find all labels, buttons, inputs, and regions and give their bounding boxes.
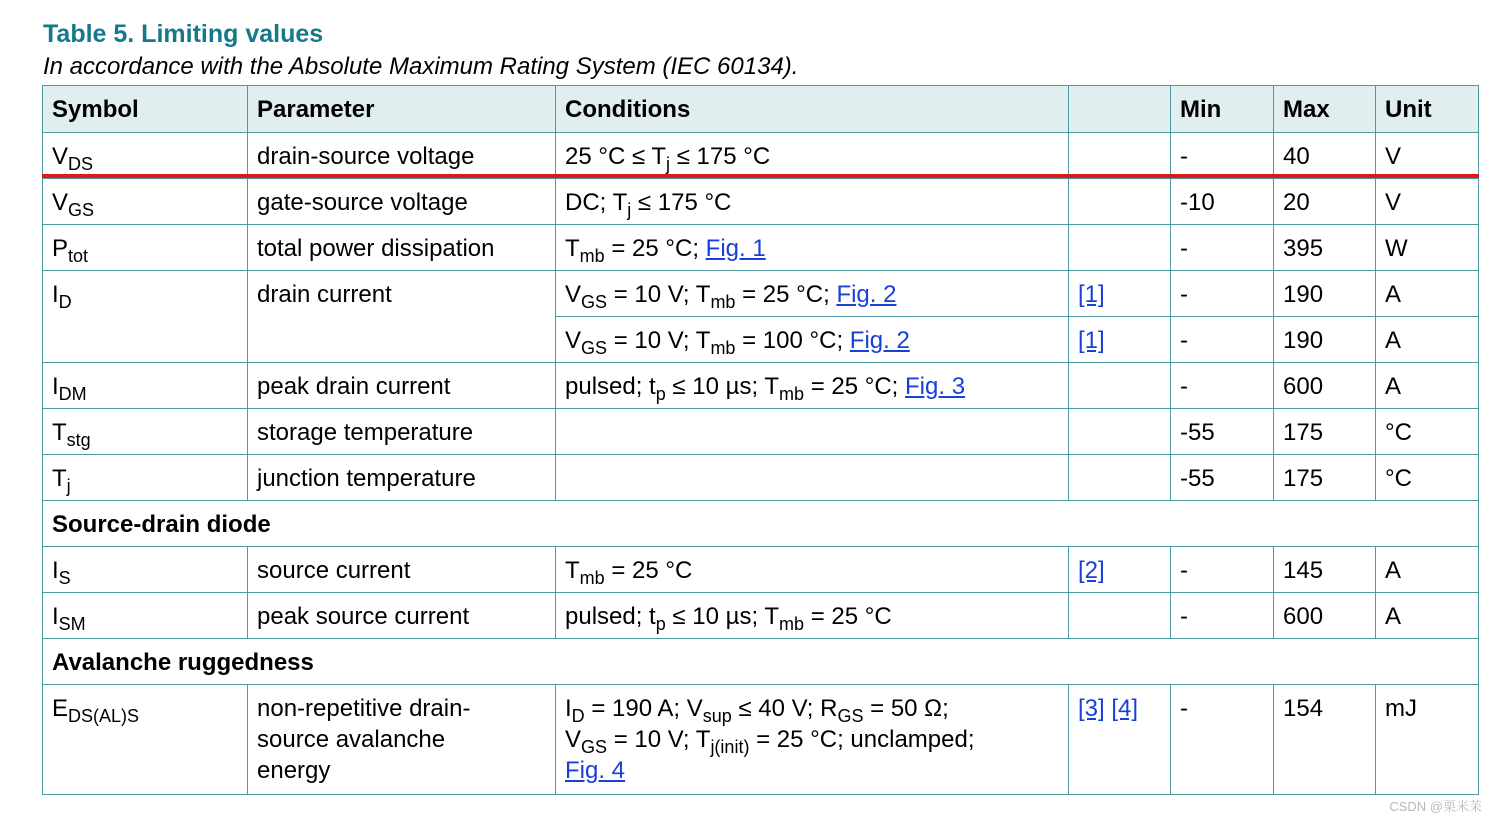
min-cell: -10 — [1171, 179, 1274, 225]
red-highlight-underline — [42, 174, 1479, 178]
symbol-cell: $P_{tot}$ — [43, 225, 248, 271]
ref-4-link[interactable]: [4] — [1111, 695, 1139, 722]
limiting-values-table — [42, 85, 1479, 795]
symbol-cell: $V_{DS}$ — [43, 133, 248, 179]
fig-1-link[interactable]: Fig. 1 — [705, 235, 766, 262]
fig-3-link[interactable]: Fig. 3 — [905, 373, 966, 400]
parameter-cell: drain current — [248, 271, 556, 363]
ref-cell — [1069, 179, 1171, 225]
ref-cell — [1069, 685, 1171, 795]
header-symbol: Symbol — [43, 86, 248, 133]
unit-cell: V — [1376, 133, 1479, 179]
table-row — [43, 225, 1479, 271]
unit-cell: A — [1376, 271, 1479, 317]
conditions-cell: $T_{mb} = 25$ °C; Fig. 1 — [556, 225, 1069, 271]
ref-cell — [1069, 317, 1171, 363]
table-row — [43, 593, 1479, 639]
parameter-cell: gate-source voltage — [248, 179, 556, 225]
table-row — [43, 455, 1479, 501]
fig-2-link[interactable]: Fig. 2 — [836, 281, 897, 308]
ref-cell — [1069, 363, 1171, 409]
min-cell: -55 — [1171, 455, 1274, 501]
symbol-cell: $I_S$ — [43, 547, 248, 593]
symbol-cell: $T_j$ — [43, 455, 248, 501]
conditions-cell: $T_{mb} = 25$ °C — [556, 547, 1069, 593]
header-ref — [1069, 86, 1171, 133]
max-cell: 395 — [1274, 225, 1376, 271]
table-subtitle: In accordance with the Absolute Maximum Rating System (IEC 60134). — [43, 53, 799, 80]
table-title: Table 5. Limiting values — [43, 20, 324, 48]
min-cell: - — [1171, 685, 1274, 795]
min-cell: -55 — [1171, 409, 1274, 455]
conditions-cell — [556, 455, 1069, 501]
unit-cell: W — [1376, 225, 1479, 271]
conditions-cell: pulsed; $t_p \le 10$ µs; $T_{mb} = 25$ °C — [556, 593, 1069, 639]
unit-cell: A — [1376, 363, 1479, 409]
conditions-line-1: $I_D = 190$ A; $V_{sup} \le 40$ V; $R_{GS} = 50$ Ω; — [565, 695, 949, 726]
unit-cell: A — [1376, 593, 1479, 639]
ref-cell — [1069, 225, 1171, 271]
conditions-cell: $V_{GS} = 10$ V; $T_{mb} = 25$ °C; Fig. 2 — [556, 271, 1069, 317]
ref-cell — [1069, 133, 1171, 179]
conditions-line-2: $V_{GS} = 10$ V; $T_{j(init)} = 25$ °C; unclamped; — [565, 726, 975, 757]
unit-cell: °C — [1376, 455, 1479, 501]
min-cell: - — [1171, 317, 1274, 363]
ref-2-link[interactable]: [2] — [1078, 557, 1105, 584]
table-row — [43, 271, 1479, 317]
parameter-cell: storage temperature — [248, 409, 556, 455]
conditions-cell: 25 $^\circ C \le T_j \le 175$ °C — [556, 133, 1069, 179]
conditions-cell — [556, 409, 1069, 455]
max-cell: 190 — [1274, 317, 1376, 363]
fig-2-link[interactable]: Fig. 2 — [849, 327, 910, 354]
symbol-cell: $E_{DS(AL)S}$ — [43, 685, 248, 795]
min-cell: - — [1171, 593, 1274, 639]
min-cell: - — [1171, 133, 1274, 179]
watermark: CSDN @栗米苿 — [1389, 799, 1482, 814]
parameter-cell: total power dissipation — [248, 225, 556, 271]
max-cell: 600 — [1274, 363, 1376, 409]
unit-cell: °C — [1376, 409, 1479, 455]
section-heading: Source-drain diode — [43, 501, 1479, 547]
fig-4-link[interactable]: Fig. 4 — [565, 757, 626, 784]
section-row — [43, 639, 1479, 685]
max-cell: 20 — [1274, 179, 1376, 225]
ref-1-link[interactable]: [1] — [1078, 281, 1105, 308]
parameter-cell: peak drain current — [248, 363, 556, 409]
min-cell: - — [1171, 363, 1274, 409]
table-row — [43, 363, 1479, 409]
max-cell: 154 — [1274, 685, 1376, 795]
section-heading: Avalanche ruggedness — [43, 639, 1479, 685]
header-row — [43, 86, 1479, 133]
ref-3-link[interactable]: [3] — [1078, 695, 1105, 722]
max-cell: 600 — [1274, 593, 1376, 639]
header-max: Max — [1274, 86, 1376, 133]
header-parameter: Parameter — [248, 86, 556, 133]
max-cell: 175 — [1274, 409, 1376, 455]
ref-cell — [1069, 409, 1171, 455]
parameter-cell: junction temperature — [248, 455, 556, 501]
ref-1-link[interactable]: [1] — [1078, 327, 1105, 354]
header-unit: Unit — [1376, 86, 1479, 133]
min-cell: - — [1171, 271, 1274, 317]
ref-cell — [1069, 593, 1171, 639]
ref-cell — [1069, 455, 1171, 501]
max-cell: 145 — [1274, 547, 1376, 593]
table-row — [43, 547, 1479, 593]
conditions-cell: $V_{GS} = 10$ V; $T_{mb} = 100$ °C; Fig. 2 — [556, 317, 1069, 363]
symbol-cell: $V_{GS}$ — [43, 179, 248, 225]
table-row — [43, 179, 1479, 225]
conditions-cell: pulsed; $t_p \le 10$ µs; $T_{mb} = 25$ °C; Fig. 3 — [556, 363, 1069, 409]
unit-cell: A — [1376, 317, 1479, 363]
unit-cell: A — [1376, 547, 1479, 593]
conditions-cell: DC; $T_j \le 175$ °C — [556, 179, 1069, 225]
symbol-cell: $T_{stg}$ — [43, 409, 248, 455]
symbol-cell: $I_{SM}$ — [43, 593, 248, 639]
unit-cell: mJ — [1376, 685, 1479, 795]
header-min: Min — [1171, 86, 1274, 133]
conditions-line-3 — [565, 755, 1068, 786]
parameter-cell: drain-source voltage — [248, 133, 556, 179]
min-cell: - — [1171, 225, 1274, 271]
header-conditions: Conditions — [556, 86, 1069, 133]
table-row — [43, 685, 1479, 795]
symbol-cell: $I_{DM}$ — [43, 363, 248, 409]
symbol-cell: $I_D$ — [43, 271, 248, 363]
min-cell: - — [1171, 547, 1274, 593]
conditions-cell — [556, 685, 1069, 795]
ref-cell — [1069, 271, 1171, 317]
parameter-cell: source current — [248, 547, 556, 593]
table-row — [43, 409, 1479, 455]
max-cell: 190 — [1274, 271, 1376, 317]
parameter-cell: peak source current — [248, 593, 556, 639]
parameter-cell: non-repetitive drain-source avalanche energy — [248, 685, 556, 795]
max-cell: 40 — [1274, 133, 1376, 179]
unit-cell: V — [1376, 179, 1479, 225]
max-cell: 175 — [1274, 455, 1376, 501]
table-row — [43, 133, 1479, 179]
section-row — [43, 501, 1479, 547]
ref-cell — [1069, 547, 1171, 593]
